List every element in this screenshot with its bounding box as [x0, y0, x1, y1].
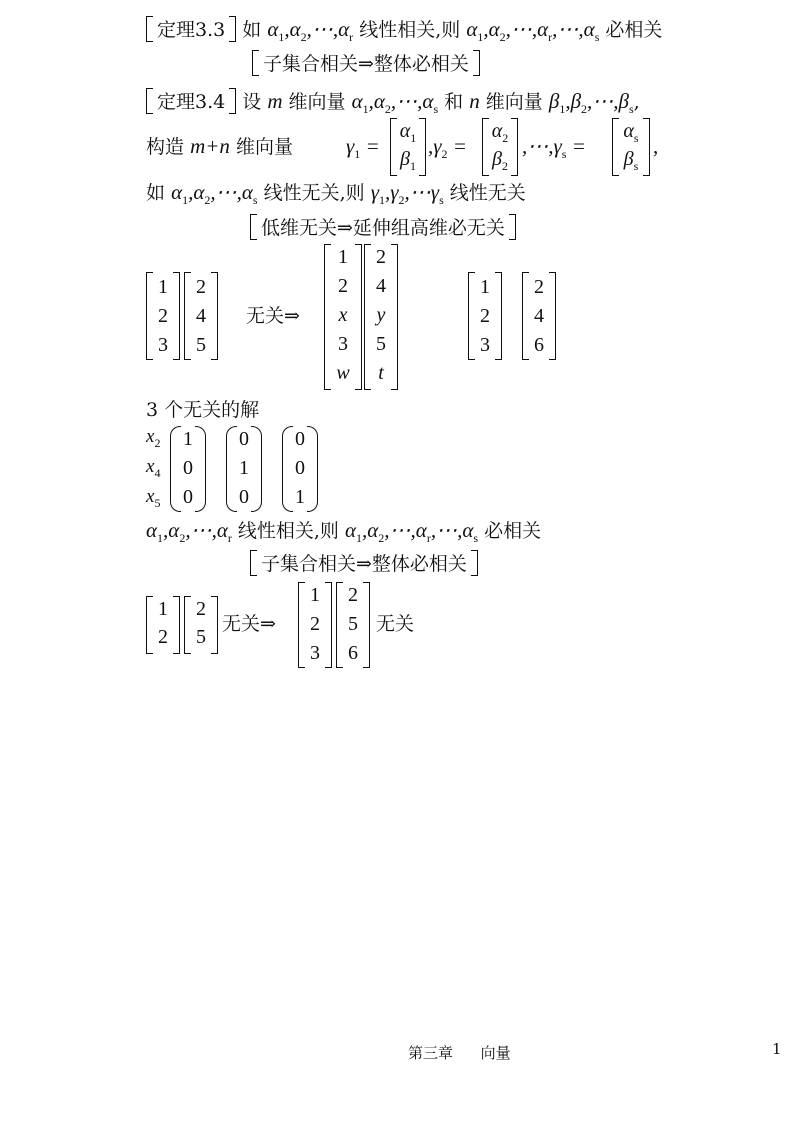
text: 维向量: [288, 91, 346, 113]
theorem-label: 定理3.3: [157, 19, 226, 41]
vector-entry: t: [378, 362, 384, 384]
text: 线性相关,则: [237, 520, 339, 542]
example2-vector-1: [146, 596, 180, 654]
math-m: m: [267, 89, 283, 113]
vector-entry: 1: [158, 598, 168, 620]
vector-entry: 6: [534, 334, 544, 356]
example2-extended-vector-1: [298, 582, 332, 668]
alpha-sequence: $\alpha_1,\alpha_2,\cdots,\alpha_s$: [351, 89, 439, 116]
text: 线性相关,则: [359, 19, 461, 41]
vector-entry: 5: [196, 626, 206, 648]
alpha-sequence: $\alpha_1,\alpha_2,\cdots,\alpha_r$: [267, 17, 354, 44]
gamma-sequence: $\gamma_1,\gamma_2,\cdots\gamma_s$: [370, 180, 444, 207]
example1-vector-1: [146, 272, 180, 360]
text: 维向量: [235, 136, 293, 158]
chapter-title: 向量: [480, 1044, 511, 1062]
theorem-label: 定理3.4: [157, 91, 226, 113]
text: 必相关: [484, 520, 542, 542]
note-text: 子集合相关⇒整体必相关: [261, 553, 467, 575]
implies-text: 无关⇒: [246, 305, 300, 327]
gamma-s-label: $,\cdots,\gamma_s$ =: [522, 134, 586, 161]
text: 如: [242, 19, 262, 41]
example2-extended-vector-2: [336, 582, 370, 668]
text: 构造: [146, 136, 185, 158]
solution-variable: $x_4$: [146, 456, 161, 480]
vector-entry: 1: [480, 276, 490, 298]
theorem-3-3-line: [146, 16, 662, 42]
vector-entry: 5: [196, 334, 206, 356]
vector-entry: $\alpha_1$: [399, 120, 417, 145]
math-m-plus-n: m+n: [190, 134, 230, 158]
alpha-sequence: $\alpha_1,\alpha_2,\cdots,\alpha_s$: [171, 180, 258, 207]
example1-right-vector-2: [522, 272, 556, 360]
restate-note: [250, 550, 478, 576]
solution-vector-1: [170, 426, 206, 512]
beta-sequence: $\beta_1,\beta_2,\cdots,\beta_s$: [548, 89, 634, 116]
vector-entry: 0: [183, 457, 193, 479]
text: 线性无关: [449, 182, 526, 204]
vector-entry: 5: [376, 333, 386, 355]
text: 必相关: [605, 19, 663, 41]
gamma-2-label: $,\gamma_2$ =: [428, 134, 467, 161]
chapter-label: 第三章: [408, 1044, 454, 1062]
vector-entry: 2: [376, 246, 386, 268]
vector-entry: 2: [158, 305, 168, 327]
vector-entry: $\alpha_s$: [623, 120, 639, 145]
solutions-title: 3 个无关的解: [146, 399, 260, 421]
text: 线性无关,则: [263, 182, 365, 204]
vector-entry: y: [376, 304, 386, 326]
gamma-1-vector: [390, 118, 426, 176]
comma: ,: [653, 134, 659, 158]
restate-line: [146, 518, 541, 543]
vector-entry: $\beta_2$: [492, 148, 508, 173]
vector-entry: 4: [376, 275, 386, 297]
alpha-sequence: $\alpha_1,\alpha_2,\cdots,\alpha_r$: [146, 518, 232, 545]
text: 和: [444, 91, 464, 113]
vector-entry: 3: [338, 333, 348, 355]
text: 设: [242, 91, 262, 113]
vector-entry: $\alpha_2$: [491, 120, 509, 145]
vector-entry: 1: [295, 486, 305, 508]
vector-entry: 0: [239, 428, 249, 450]
implies-text: 无关⇒: [222, 613, 276, 635]
vector-entry: 1: [158, 276, 168, 298]
gamma-s-vector: [612, 118, 650, 176]
vector-entry: 2: [310, 613, 320, 635]
theorem-3-3-note: [252, 50, 480, 76]
page-footer: [408, 1042, 511, 1063]
vector-entry: 0: [239, 486, 249, 508]
theorem-3-4-construct-text: [146, 134, 293, 159]
theorem-3-4-note: [250, 214, 516, 240]
vector-entry: 4: [196, 305, 206, 327]
example1-extended-vector-2: [364, 244, 398, 390]
vector-entry: $\beta_s$: [623, 148, 639, 173]
vector-entry: 1: [310, 584, 320, 606]
vector-entry: 3: [480, 334, 490, 356]
example1-vector-2: [184, 272, 218, 360]
vector-entry: 2: [196, 598, 206, 620]
vector-entry: 2: [196, 276, 206, 298]
vector-entry: 0: [183, 486, 193, 508]
vector-entry: 5: [348, 613, 358, 635]
vector-entry: 2: [158, 626, 168, 648]
vector-entry: 0: [295, 457, 305, 479]
vector-entry: 1: [183, 428, 193, 450]
vector-entry: x: [338, 304, 348, 326]
solution-vector-2: [226, 426, 262, 512]
gamma-2-vector: [482, 118, 518, 176]
vector-entry: 4: [534, 305, 544, 327]
vector-entry: 0: [295, 428, 305, 450]
alpha-sequence: $\alpha_1,\alpha_2,\cdots,\alpha_r,\cdots,\alpha_s$: [466, 17, 600, 44]
vector-entry: 1: [239, 457, 249, 479]
note-text: 子集合相关⇒整体必相关: [263, 53, 469, 75]
note-text: 低维无关⇒延伸组高维必无关: [261, 217, 505, 239]
vector-entry: 6: [348, 642, 358, 664]
solution-variable: $x_5$: [146, 486, 161, 510]
alpha-sequence: $\alpha_1,\alpha_2,\cdots,\alpha_r,\cdots,\alpha_s$: [344, 518, 479, 545]
math-n: n: [469, 89, 480, 113]
text: 维向量: [485, 91, 543, 113]
theorem-3-4-line3: [146, 180, 526, 205]
vector-entry: 1: [338, 246, 348, 268]
theorem-3-4-line1: 定理3.4 设 m 维向量 $\alpha_1,\alpha_2,\cdots,\alpha_s$ 和 n 维向量 $\beta_1,\beta_2,\cdots,\beta_s$,: [146, 88, 640, 114]
page-number: 1: [772, 1040, 782, 1058]
solution-variable: $x_2$: [146, 426, 161, 450]
gamma-1-label: $\gamma_1$ =: [346, 134, 380, 161]
vector-entry: 2: [338, 275, 348, 297]
example2-vector-2: [184, 596, 218, 654]
solution-vector-3: [282, 426, 318, 512]
result-text: 无关: [376, 613, 415, 635]
vector-entry: 2: [348, 584, 358, 606]
example1-extended-vector-1: [324, 244, 362, 390]
example1-right-vector-1: [468, 272, 502, 360]
vector-entry: $\beta_1$: [400, 148, 416, 173]
text: 如: [146, 182, 166, 204]
vector-entry: 2: [480, 305, 490, 327]
vector-entry: w: [336, 362, 350, 384]
vector-entry: 2: [534, 276, 544, 298]
vector-entry: 3: [310, 642, 320, 664]
vector-entry: 3: [158, 334, 168, 356]
